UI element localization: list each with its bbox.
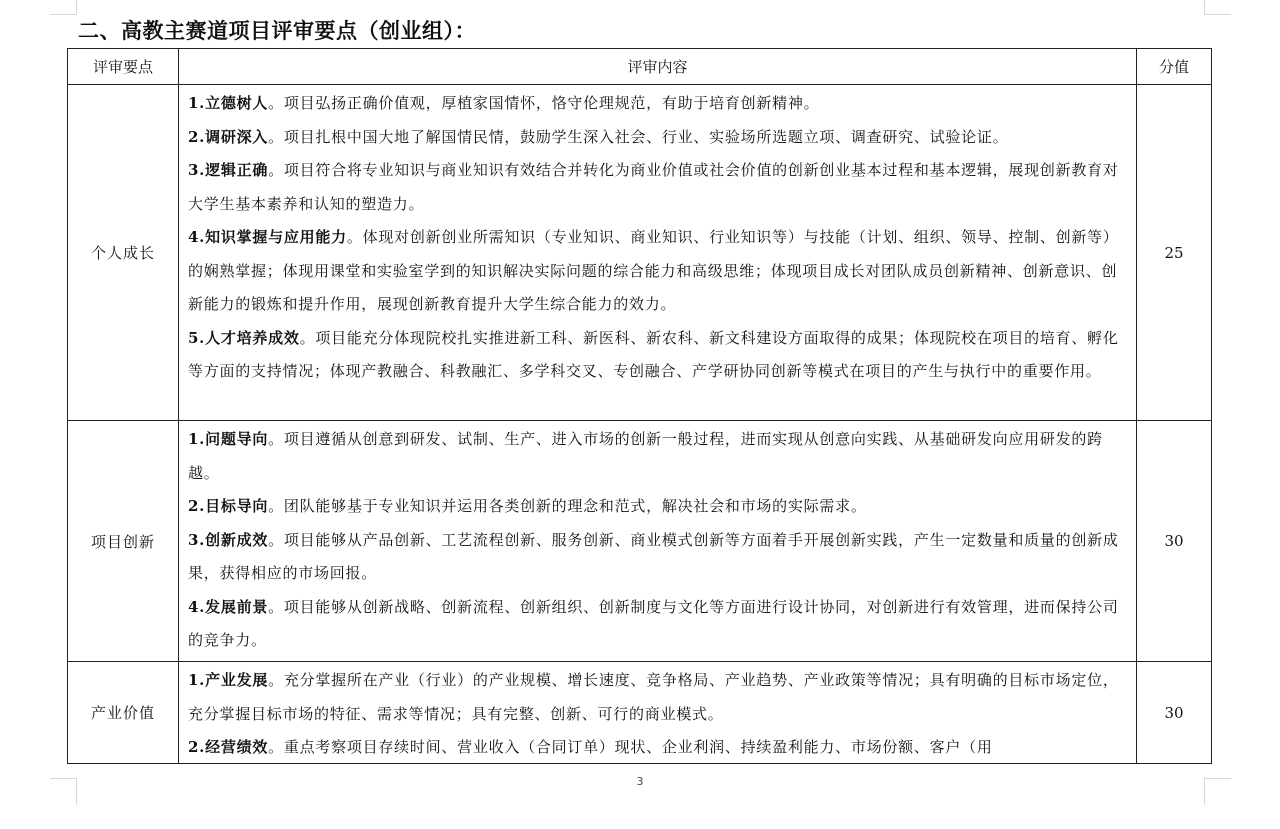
criterion-lead: 1.问题导向 <box>188 430 269 448</box>
page-corner-mark <box>1204 0 1231 15</box>
review-content-cell <box>179 421 1137 662</box>
table-row <box>68 421 1212 662</box>
criterion-lead: 5.人才培养成效 <box>188 328 300 347</box>
criterion-lead: 4.知识掌握与应用能力 <box>188 228 347 246</box>
score-cell: 25 <box>1137 85 1212 421</box>
criterion-lead: 2.调研深入 <box>188 127 269 146</box>
criterion-item <box>188 524 1128 591</box>
table-header-row <box>68 49 1212 85</box>
criterion-item <box>188 154 1128 221</box>
review-content-cell <box>179 662 1137 764</box>
criterion-text: 。项目能充分体现院校扎实推进新工科、新医科、新农科、新文科建设方面取得的成果；体现院校在项目的培育、孵化等方面的支持情况；体现产教融合、科教融汇、多学科交叉、专创融合、产学研协同创新等模式在项目的产生与执行中的重要作用。 <box>188 328 1119 380</box>
criterion-text: 。项目遵循从创意到研发、试制、生产、进入市场的创新一般过程，进而实现从创意向实践、从基础研发向应用研发的跨越。 <box>188 430 1103 482</box>
criterion-text: 。充分掌握所在产业（行业）的产业规模、增长速度、竞争格局、产业趋势、产业政策等情况；具有明确的目标市场定位，充分掌握目标市场的特征、需求等情况；具有完整、创新、可行的商业模式。 <box>188 671 1119 723</box>
criterion-lead: 3.创新成效 <box>188 530 269 549</box>
section-title: 二、高教主赛道项目评审要点（创业组）： <box>78 19 476 43</box>
criterion-item <box>188 121 1128 155</box>
score-cell: 30 <box>1137 662 1212 764</box>
table-row <box>68 662 1212 764</box>
page-number: 3 <box>636 775 644 788</box>
score-cell: 30 <box>1137 421 1212 662</box>
review-criteria-table <box>67 48 1212 764</box>
criterion-text: 。项目弘扬正确价值观，厚植家国情怀，恪守伦理规范，有助于培育创新精神。 <box>268 94 820 112</box>
criterion-lead: 3.逻辑正确 <box>188 161 269 179</box>
criterion-text: 。重点考察项目存续时间、营业收入（合同订单）现状、企业利润、持续盈利能力、市场份额、客户（用 <box>268 738 993 756</box>
criterion-item <box>188 591 1128 658</box>
criterion-item <box>188 423 1128 490</box>
criterion-text: 。体现对创新创业所需知识（专业知识、商业知识、行业知识等）与技能（计划、组织、领导、控制、创新等）的娴熟掌握；体现用课堂和实验室学到的知识解决实际问题的综合能力和高级思维；体现项目成长对团队成员创新精神、创新意识、创新能力的锻炼和提升作用，展现创新教育提升大学生综合能力的效力。 <box>188 228 1119 313</box>
criterion-item <box>188 664 1128 731</box>
criterion-text: 。项目扎根中国大地了解国情民情，鼓励学生深入社会、行业、实验场所选题立项、调查研究、试验论证。 <box>268 127 1009 146</box>
review-point-cell: 项目创新 <box>68 421 179 662</box>
criterion-item <box>188 322 1128 389</box>
review-point-cell: 产业价值 <box>68 662 179 764</box>
criterion-text: 。项目能够从创新战略、创新流程、创新组织、创新制度与文化等方面进行设计协同，对创新进行有效管理，进而保持公司的竞争力。 <box>188 597 1119 649</box>
page-corner-mark <box>50 0 77 15</box>
header-score: 分值 <box>1137 49 1212 85</box>
criterion-text: 。项目符合将专业知识与商业知识有效结合并转化为商业价值或社会价值的创新创业基本过程和基本逻辑，展现创新教育对大学生基本素养和认知的塑造力。 <box>188 161 1119 213</box>
table-row <box>68 85 1212 421</box>
criterion-text: 。项目能够从产品创新、工艺流程创新、服务创新、商业模式创新等方面着手开展创新实践，产生一定数量和质量的创新成果，获得相应的市场回报。 <box>188 530 1119 582</box>
criterion-lead: 2.经营绩效 <box>188 738 269 756</box>
criterion-item <box>188 87 1128 121</box>
criterion-lead: 2.目标导向 <box>188 497 269 515</box>
criterion-item <box>188 221 1128 322</box>
criterion-lead: 1.产业发展 <box>188 671 269 689</box>
criterion-lead: 4.发展前景 <box>188 597 269 616</box>
criterion-text: 。团队能够基于专业知识并运用各类创新的理念和范式，解决社会和市场的实际需求。 <box>268 497 867 515</box>
criterion-item <box>188 490 1128 524</box>
criterion-lead: 1.立德树人 <box>188 94 269 112</box>
criterion-item <box>188 731 1128 761</box>
header-review-content: 评审内容 <box>179 49 1137 85</box>
header-review-point: 评审要点 <box>68 49 179 85</box>
review-point-cell: 个人成长 <box>68 85 179 421</box>
review-content-cell <box>179 85 1137 421</box>
